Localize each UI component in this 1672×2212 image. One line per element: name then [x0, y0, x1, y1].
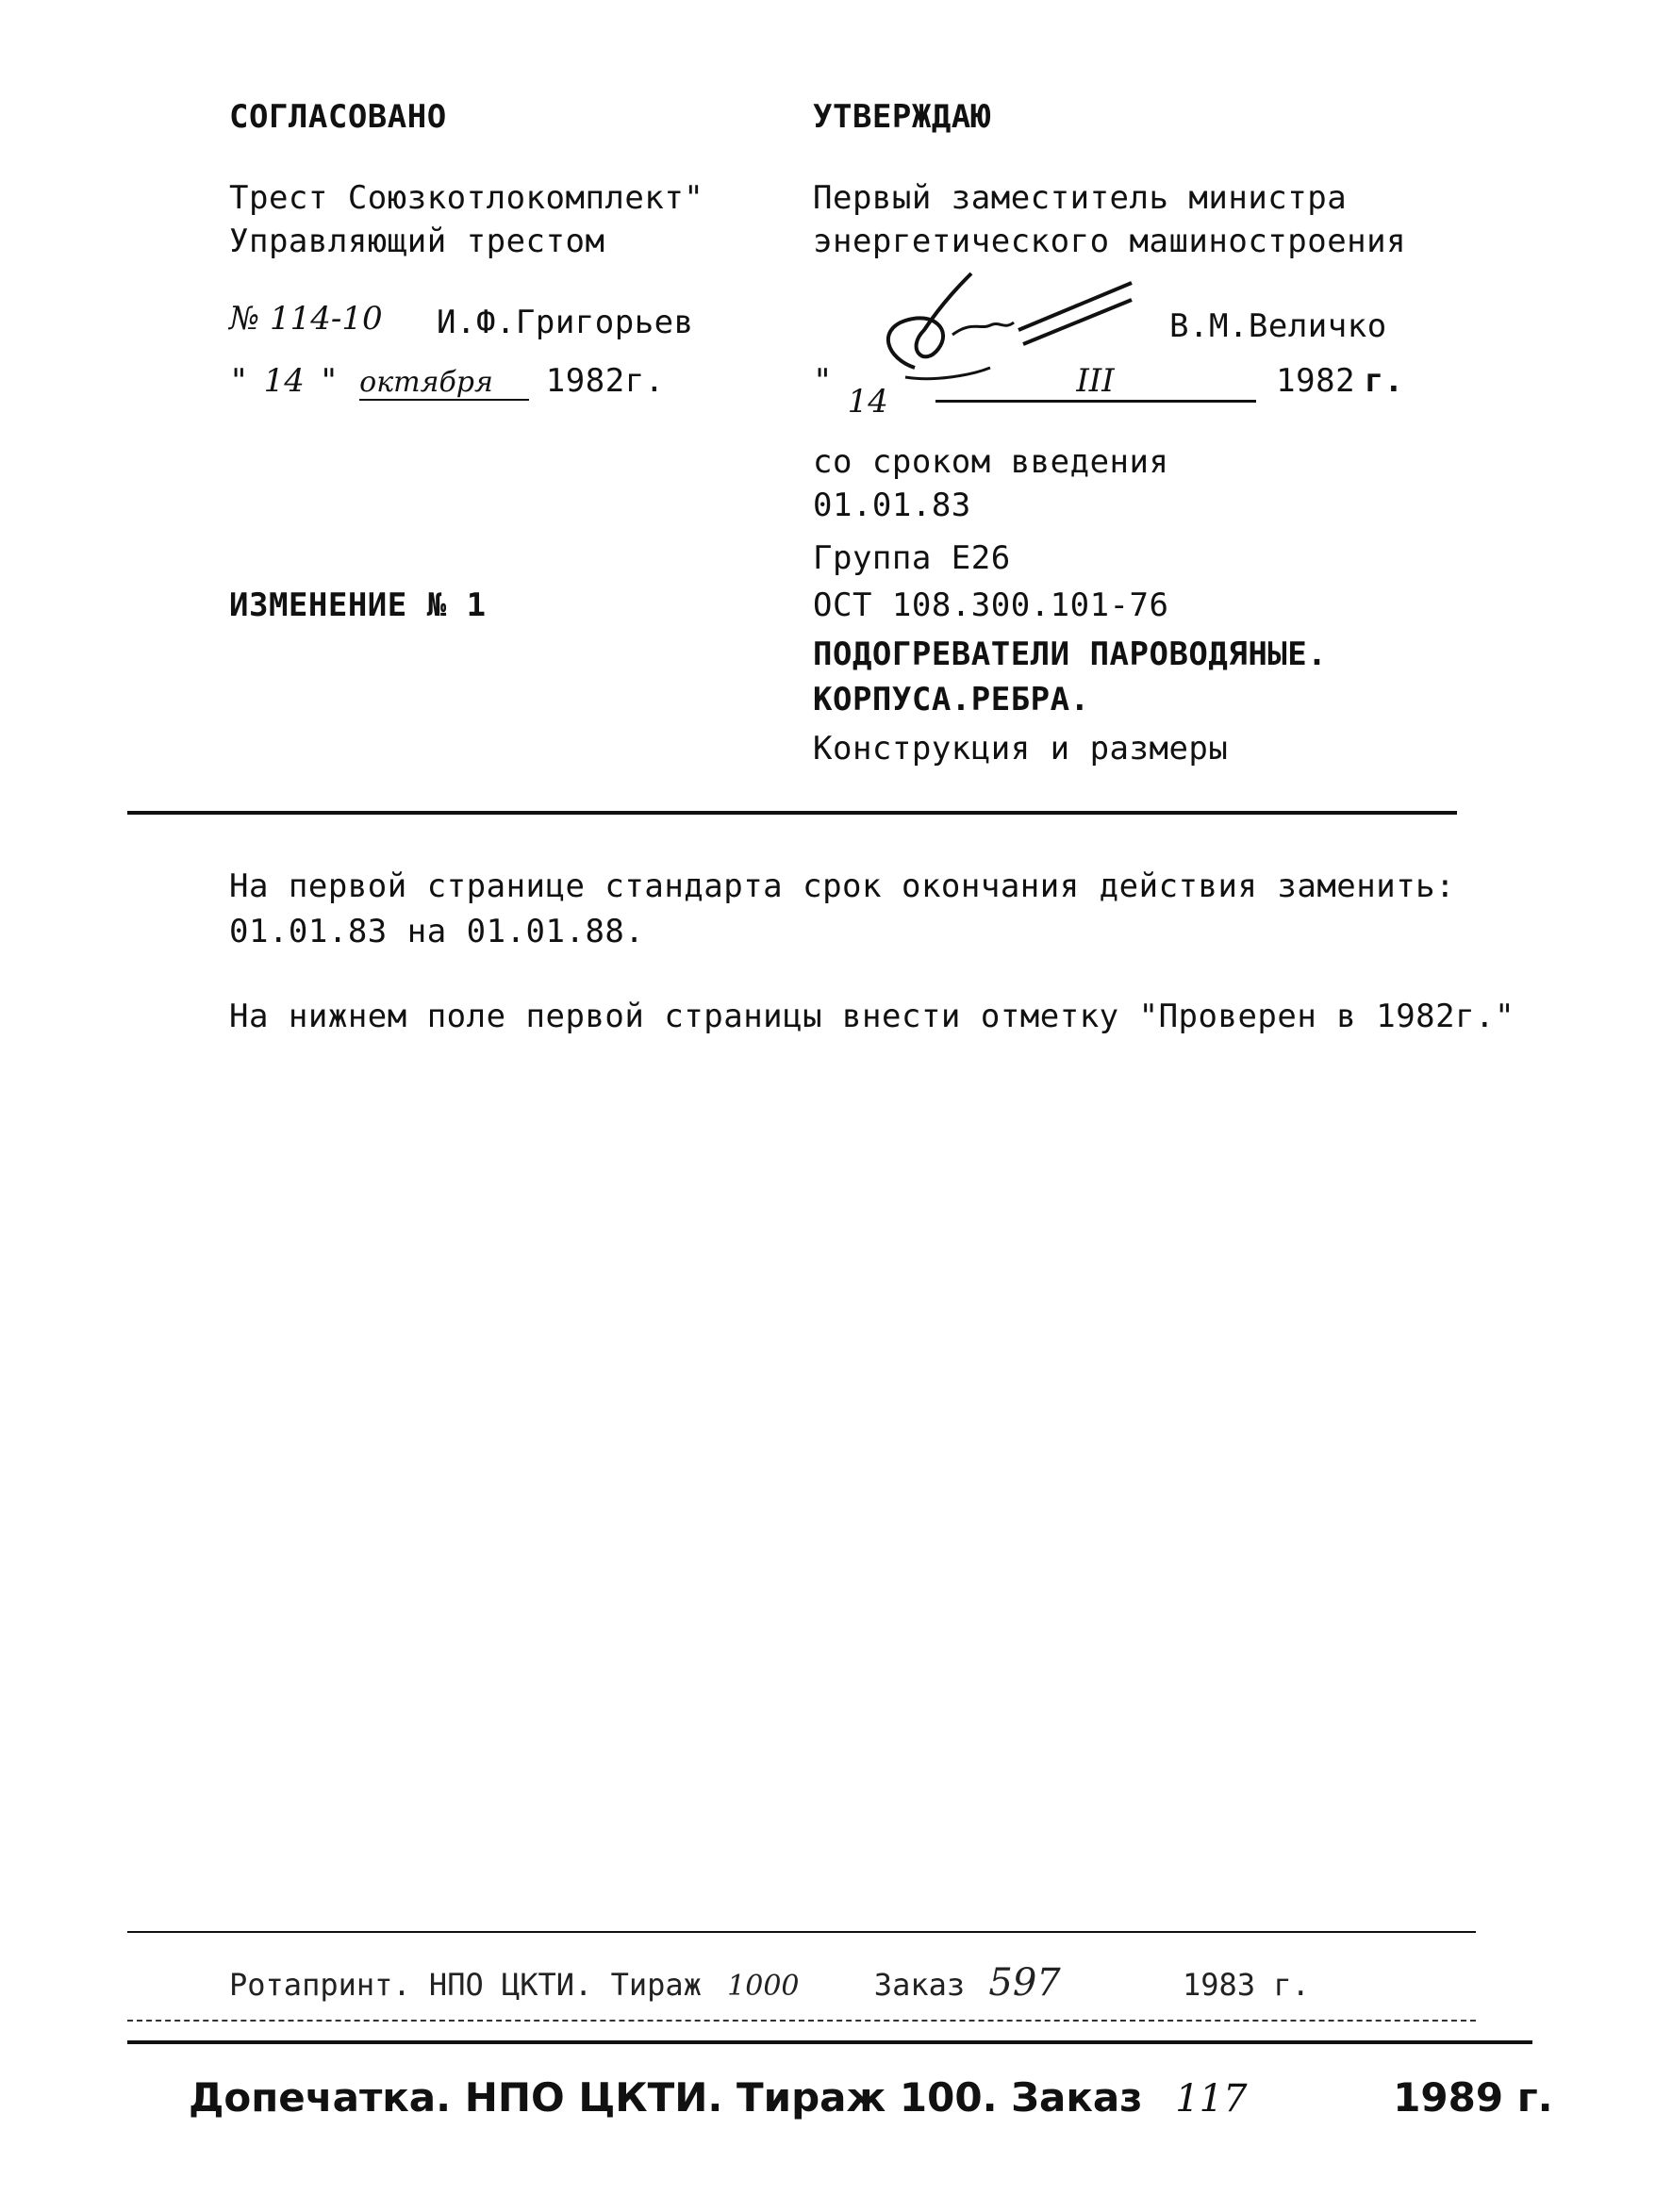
body-para1-line2: 01.01.83 на 01.01.88.: [229, 913, 645, 950]
footer2-row: [189, 2074, 1553, 2121]
footer1-top-rule: [127, 1931, 1476, 1933]
right-date-row: [813, 362, 1404, 419]
footer1-text: Ротапринт. НПО ЦКТИ. Тираж: [229, 1967, 702, 2003]
footer2-text: Допечатка. НПО ЦКТИ. Тираж 100. Заказ: [189, 2074, 1143, 2121]
right-date-month: III: [935, 362, 1256, 403]
right-intro-date: 01.01.83: [813, 487, 971, 524]
left-date-quote-close: ": [319, 362, 339, 400]
footer2-top-rule: [127, 2040, 1532, 2044]
body-para1-line1: На первой странице стандарта срок окончания действия заменить:: [229, 867, 1456, 905]
footer1-year: 1983 г.: [1183, 1967, 1310, 2003]
left-org-line1: Трест Союзкотлокомплект": [229, 179, 704, 217]
left-date-row: [229, 362, 665, 409]
footer1-zakaz-number: 597: [988, 1961, 1061, 2005]
right-heading: УТВЕРЖДАЮ: [813, 98, 991, 136]
right-title-a: ПОДОГРЕВАТЕЛИ ПАРОВОДЯНЫЕ.: [813, 636, 1328, 673]
body-para2: На нижнем поле первой страницы внести отметку "Проверен в 1982г.": [229, 998, 1515, 1035]
footer1-row: [229, 1961, 1310, 2005]
footer1-zakaz: Заказ: [873, 1967, 966, 2003]
left-date-month: октября: [359, 366, 529, 401]
left-date-suffix: г.: [624, 362, 665, 400]
left-signer: И.Ф.Григорьев: [437, 304, 694, 341]
right-standard: ОСТ 108.300.101-76: [813, 586, 1169, 624]
right-title-line2: энергетического машиностроения: [813, 223, 1407, 260]
left-org-line2: Управляющий трестом: [229, 223, 605, 260]
right-title-line1: Первый заместитель министра: [813, 179, 1348, 217]
left-date-year: 1982: [545, 362, 625, 400]
right-group: Группа Е26: [813, 539, 1011, 577]
right-date-suffix: г.: [1364, 362, 1404, 400]
left-date-quote-open: ": [229, 362, 249, 400]
right-date-quote: ": [813, 362, 833, 400]
right-signer: В.М.Величко: [1169, 307, 1387, 345]
divider-main: [127, 811, 1457, 815]
right-intro-line1: со сроком введения: [813, 443, 1169, 481]
footer1-tirazh: 1000: [727, 1970, 800, 2003]
left-date-day: 14: [263, 362, 305, 400]
right-title-c: Конструкция и размеры: [813, 730, 1229, 768]
right-title-b: КОРПУСА.РЕБРА.: [813, 681, 1090, 718]
right-date-day: 14: [847, 383, 888, 421]
left-number-handwritten: № 114-10: [229, 300, 383, 338]
left-heading: СОГЛАСОВАНО: [229, 98, 447, 136]
footer2-zakaz-number: 117: [1175, 2077, 1248, 2121]
footer2-year: 1989 г.: [1393, 2074, 1553, 2121]
footer1-bottom-rule: [127, 2020, 1476, 2022]
right-date-year: 1982: [1276, 362, 1356, 400]
change-label: ИЗМЕНЕНИЕ № 1: [229, 586, 487, 624]
